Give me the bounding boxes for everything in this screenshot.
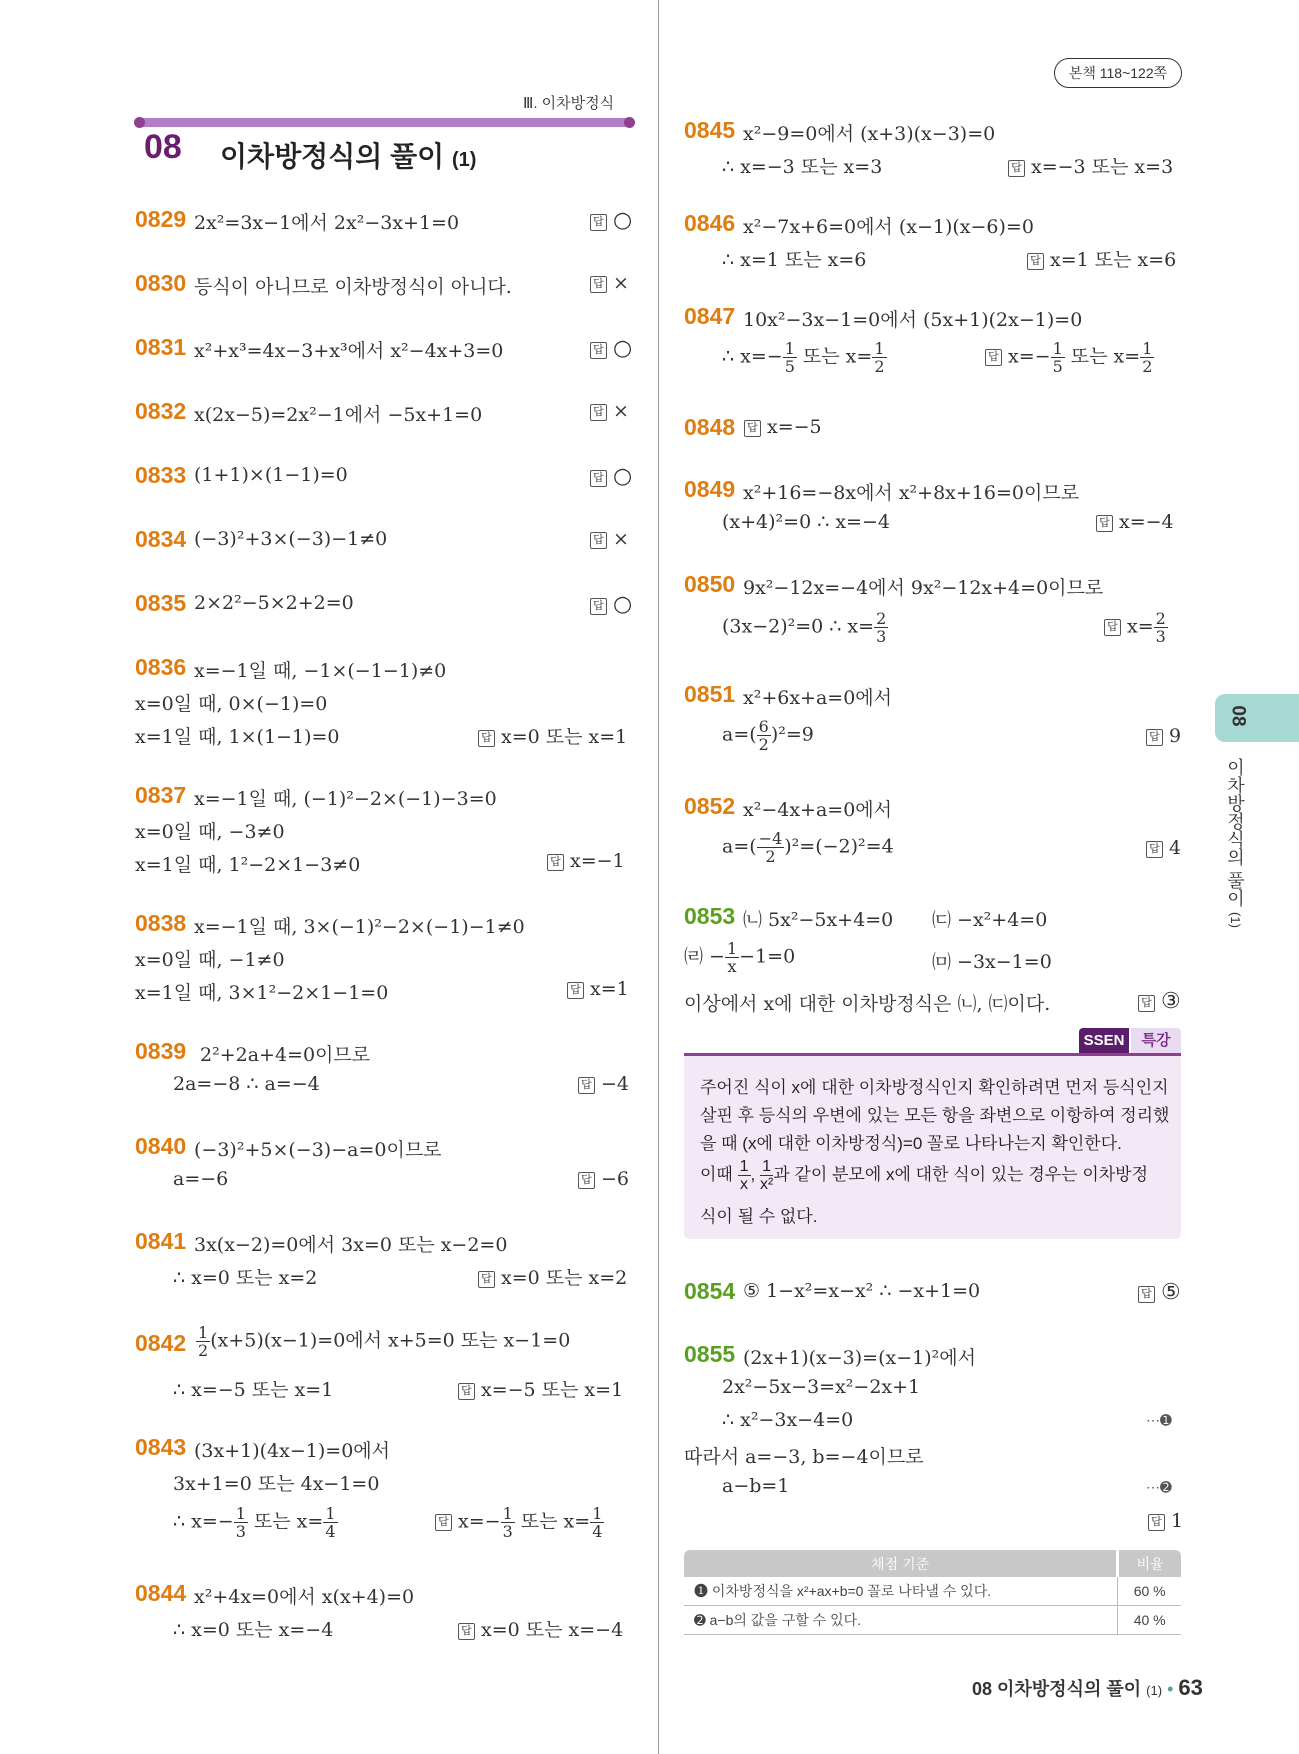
solution-line: ∴ x=0 또는 x=2 xyxy=(173,1267,318,1289)
solution-line: (1+1)×(1−1)=0 xyxy=(194,464,348,486)
answer: 답 x= $\frac{2}{3}$ xyxy=(1104,610,1168,645)
problem-number: 0832 xyxy=(135,398,187,424)
fraction: $\frac{1}{5}$ xyxy=(784,339,795,376)
solution-line: 3x(x−2)=0에서 3x=0 또는 x−2=0 xyxy=(194,1234,508,1256)
solution-line: 2²+2a+4=0이므로 xyxy=(200,1044,371,1066)
answer: 답 ○ xyxy=(590,336,632,361)
problem-number: 0841 xyxy=(135,1228,187,1254)
table-cell: 60 % xyxy=(1118,1577,1181,1606)
solution-line: 등식이 아니므로 이차방정식이 아니다. xyxy=(194,276,512,298)
solution-line: x=0일 때, −1≠0 xyxy=(135,949,285,971)
chapter-bar xyxy=(138,118,631,127)
solution-line: ∴ x=0 또는 x=−4 xyxy=(173,1619,334,1641)
answer: 답 ⑤ xyxy=(1138,1280,1181,1305)
grading-table xyxy=(684,1550,1181,1635)
side-tab-title: 이차방정식의 풀이 (1) xyxy=(1225,758,1245,928)
answer: 답 x=−3 또는 x=3 xyxy=(1008,152,1173,179)
tip-line: 이때 $\frac{1}{x}$ , $\frac{1}{\text{x²}}$ 과 같이 분모에 x에 대한 식이 있는 경우는 이차방정 xyxy=(700,1158,1149,1193)
solution-line: x²−7x+6=0에서 (x−1)(x−6)=0 xyxy=(743,216,1034,238)
side-tab-number: 08 xyxy=(1227,705,1249,727)
problem-number: 0853 xyxy=(684,903,736,929)
problem-number: 0838 xyxy=(135,910,187,936)
solution-line: ∴ x=1 또는 x=6 xyxy=(722,249,867,271)
footer-chapter: 08 이차방정식의 풀이 xyxy=(972,1679,1142,1699)
solution-line: ∴ x²−3x−4=0 xyxy=(722,1409,854,1431)
solution-line: $\frac{1}{2}$ (x+5)(x−1)=0에서 x+5=0 또는 x−1=0 xyxy=(198,1323,571,1360)
problem-number: 0847 xyxy=(684,303,736,329)
problem-number: 0843 xyxy=(135,1434,187,1460)
problem-number: 0835 xyxy=(135,590,187,616)
unit-label: Ⅲ. 이차방정식 xyxy=(523,95,615,112)
problem-number: 0846 xyxy=(684,210,736,236)
answer: 답 1 xyxy=(1148,1510,1183,1532)
answer: 답 x=− $\frac{1}{5}$ 또는 x= $\frac{1}{2}$ xyxy=(985,340,1154,375)
table-row xyxy=(684,1606,1181,1635)
fraction: $\frac{2}{3}$ xyxy=(876,609,887,646)
problem-number: 0833 xyxy=(135,462,187,488)
answer-mark-icon: 답 xyxy=(590,470,607,487)
solution-line: ∴ x=− $\frac{1}{5}$ 또는 x= $\frac{1}{2}$ xyxy=(722,339,885,376)
answer: 답 x=−5 xyxy=(744,416,822,438)
solution-line: x²+6x+a=0에서 xyxy=(743,687,893,709)
tip-badge-brand: SSEN xyxy=(1079,1028,1129,1053)
problem-number: 0851 xyxy=(684,681,736,707)
solution-line: x=−1일 때, (−1)²−2×(−1)−3=0 xyxy=(194,788,497,810)
answer-mark-icon: 답 xyxy=(590,404,607,421)
answer-mark-icon: 답 xyxy=(435,1514,452,1531)
answer: 답 ○ xyxy=(590,208,632,233)
step-marker: ⋯➊ xyxy=(1146,1412,1172,1428)
problem-number: 0852 xyxy=(684,793,736,819)
answer-mark-icon: 답 xyxy=(1096,515,1113,532)
problem-number: 0849 xyxy=(684,476,736,502)
table-cell: 40 % xyxy=(1118,1606,1181,1635)
answer-mark-icon: 답 xyxy=(1146,841,1163,858)
answer-mark-icon: 답 xyxy=(590,276,607,293)
solution-line: ㈂ −x²+4=0 xyxy=(932,909,1048,931)
problem-number: 0854 xyxy=(684,1278,736,1304)
solution-line: (x+4)²=0 ∴ x=−4 xyxy=(722,511,890,533)
solution-line: (2x+1)(x−3)=(x−1)²에서 xyxy=(743,1347,976,1369)
solution-line: x=1일 때, 1×(1−1)=0 xyxy=(135,726,340,748)
answer-mark-icon: 답 xyxy=(744,420,761,437)
bar-dot-right xyxy=(624,117,635,128)
answer: 답 x=−4 xyxy=(1096,511,1174,533)
answer-mark-icon: 답 xyxy=(578,1077,595,1094)
tip-badge-label: 특강 xyxy=(1131,1028,1181,1053)
solution-line: (3x−2)²=0 ∴ x= $\frac{2}{3}$ xyxy=(722,609,887,646)
solution-line: x²−4x+a=0에서 xyxy=(743,799,893,821)
solution-line: x(2x−5)=2x²−1에서 −5x+1=0 xyxy=(194,404,483,426)
answer-mark-icon: 답 xyxy=(1027,253,1044,270)
answer-mark-icon: 답 xyxy=(578,1172,595,1189)
answer: 답 × xyxy=(590,400,629,422)
chapter-number: 08 xyxy=(144,128,182,166)
fraction: $\frac{1}{x}$ xyxy=(726,939,738,976)
answer: 답 x=0 또는 x=2 xyxy=(478,1263,627,1290)
fraction: $\frac{-4}{2}$ xyxy=(758,829,783,866)
solution-line: 2x²−5x−3=x²−2x+1 xyxy=(722,1376,921,1398)
answer: 답 × xyxy=(590,272,629,294)
table-header: 채점 기준 xyxy=(684,1550,1118,1577)
bar-dot-left xyxy=(134,117,145,128)
fraction: $\frac{1}{2}$ xyxy=(198,1323,209,1360)
fraction: $\frac{1}{4}$ xyxy=(592,1504,603,1541)
answer-mark-icon: 답 xyxy=(458,1383,475,1400)
solution-line: x=−1일 때, 3×(−1)²−2×(−1)−1≠0 xyxy=(194,916,525,938)
solution-line: x=−1일 때, −1×(−1−1)≠0 xyxy=(194,660,447,682)
solution-line: x²−9=0에서 (x+3)(x−3)=0 xyxy=(743,123,996,145)
solution-line: 이상에서 x에 대한 이차방정식은 ㈁, ㈂이다. xyxy=(684,993,1051,1015)
fraction: $\frac{1}{4}$ xyxy=(325,1504,336,1541)
chapter-title: 이차방정식의 풀이 (1) xyxy=(220,141,477,172)
solution-line: ∴ x=− $\frac{1}{3}$ 또는 x= $\frac{1}{4}$ xyxy=(173,1504,336,1541)
fraction: $\frac{1}{2}$ xyxy=(1142,339,1153,376)
solution-line: x=0일 때, 0×(−1)=0 xyxy=(135,693,328,715)
solution-line: a−b=1 xyxy=(722,1475,790,1497)
problem-number: 0844 xyxy=(135,1580,187,1606)
answer-mark-icon: 답 xyxy=(590,598,607,615)
answer-mark-icon: 답 xyxy=(478,1271,495,1288)
solution-line: ㈄ −3x−1=0 xyxy=(932,951,1052,973)
fraction: $\frac{1}{x}$ xyxy=(739,1158,749,1193)
answer: 답 x=1 xyxy=(567,978,629,1000)
fraction: $\frac{1}{2}$ xyxy=(874,339,885,376)
tip-box-border xyxy=(684,1053,1181,1056)
solution-line: ∴ x=−5 또는 x=1 xyxy=(173,1379,334,1401)
solution-line: a=−6 xyxy=(173,1168,229,1190)
fraction: $\frac{1}{\text{x²}}$ xyxy=(759,1158,774,1193)
answer-mark-icon: 답 xyxy=(1146,729,1163,746)
table-header-row xyxy=(684,1550,1181,1577)
column-divider xyxy=(658,0,659,1754)
answer: 답 x=1 또는 x=6 xyxy=(1027,245,1176,272)
page-number: 63 xyxy=(1178,1675,1203,1700)
problem-number: 0834 xyxy=(135,526,187,552)
answer: 답 ○ xyxy=(590,464,632,489)
fraction: $\frac{6}{2}$ xyxy=(758,717,769,754)
fraction: $\frac{1}{3}$ xyxy=(235,1504,246,1541)
book-reference: 본책 118~122쪽 xyxy=(1054,58,1182,88)
answer: 답 x=− $\frac{1}{3}$ 또는 x= $\frac{1}{4}$ xyxy=(435,1505,604,1540)
solution-line: (−3)²+3×(−3)−1≠0 xyxy=(194,528,388,550)
problem-number: 0831 xyxy=(135,334,187,360)
problem-number: 0850 xyxy=(684,571,736,597)
solution-line: (3x+1)(4x−1)=0에서 xyxy=(194,1440,390,1462)
solution-line: ∴ x=−3 또는 x=3 xyxy=(722,156,883,178)
answer: 답 9 xyxy=(1146,725,1181,747)
table-header: 비율 xyxy=(1118,1550,1181,1577)
answer: 답 × xyxy=(590,528,629,550)
problem-number: 0830 xyxy=(135,270,187,296)
answer-mark-icon: 답 xyxy=(547,854,564,871)
answer: 답 −4 xyxy=(578,1073,629,1095)
table-row xyxy=(684,1577,1181,1606)
answer-mark-icon: 답 xyxy=(1138,995,1155,1012)
problem-number: 0855 xyxy=(684,1341,736,1367)
solution-line: x=1일 때, 3×1²−2×1−1=0 xyxy=(135,982,389,1004)
solution-line: 10x²−3x−1=0에서 (5x+1)(2x−1)=0 xyxy=(743,309,1083,331)
solution-line: (−3)²+5×(−3)−a=0이므로 xyxy=(194,1139,442,1161)
solution-line: x²+16=−8x에서 x²+8x+16=0이므로 xyxy=(743,482,1080,504)
tip-line: 살핀 후 등식의 우변에 있는 모든 항을 좌변으로 이항하여 정리했 xyxy=(700,1106,1170,1125)
problem-number: 0842 xyxy=(135,1330,187,1356)
answer-mark-icon: 답 xyxy=(590,342,607,359)
solution-line: x²+x³=4x−3+x³에서 x²−4x+3=0 xyxy=(194,340,504,362)
answer-mark-icon: 답 xyxy=(1138,1286,1155,1303)
solution-line: x=1일 때, 1²−2×1−3≠0 xyxy=(135,854,361,876)
answer: 답 x=0 또는 x=−4 xyxy=(458,1615,623,1642)
answer-mark-icon: 답 xyxy=(478,730,495,747)
answer: 답 x=−5 또는 x=1 xyxy=(458,1375,623,1402)
problem-number: 0845 xyxy=(684,117,736,143)
tip-line: 식이 될 수 없다. xyxy=(700,1207,818,1226)
answer-mark-icon: 답 xyxy=(458,1623,475,1640)
solution-line: 2a=−8 ∴ a=−4 xyxy=(173,1073,320,1095)
solution-line: ㈁ 5x²−5x+4=0 xyxy=(743,909,894,931)
problem-number: 0837 xyxy=(135,782,187,808)
solution-line: a=( $\frac{-4}{2}$ )²=(−2)²=4 xyxy=(722,829,894,866)
answer-mark-icon: 답 xyxy=(1104,619,1121,636)
answer-mark-icon: 답 xyxy=(985,349,1002,366)
problem-number: 0839 xyxy=(135,1038,187,1064)
solution-line: 9x²−12x=−4에서 9x²−12x+4=0이므로 xyxy=(743,577,1104,599)
answer-mark-icon: 답 xyxy=(1008,160,1025,177)
answer-mark-icon: 답 xyxy=(1148,1514,1165,1531)
solution-line: 따라서 a=−3, b=−4이므로 xyxy=(684,1446,924,1468)
answer: 답 ③ xyxy=(1138,989,1181,1014)
solution-line: x²+4x=0에서 x(x+4)=0 xyxy=(194,1586,415,1608)
answer-mark-icon: 답 xyxy=(590,214,607,231)
tip-line: 을 때 (x에 대한 이차방정식)=0 꼴로 나타나는지 확인한다. xyxy=(700,1134,1122,1153)
problem-number: 0848 xyxy=(684,414,736,440)
answer: 답 4 xyxy=(1146,837,1181,859)
answer-mark-icon: 답 xyxy=(567,982,584,999)
fraction: $\frac{1}{3}$ xyxy=(502,1504,513,1541)
problem-number: 0840 xyxy=(135,1133,187,1159)
tip-line: 주어진 식이 x에 대한 이차방정식인지 확인하려면 먼저 등식인지 xyxy=(700,1078,1169,1097)
page-footer: 08 이차방정식의 풀이 (1) • 63 xyxy=(972,1675,1203,1700)
fraction: $\frac{2}{3}$ xyxy=(1155,609,1166,646)
solution-line: ㈃ − $\frac{1}{x}$ −1=0 xyxy=(684,939,796,976)
solution-line: 3x+1=0 또는 4x−1=0 xyxy=(173,1473,380,1495)
table-cell: ➋ a−b의 값을 구할 수 있다. xyxy=(684,1606,1118,1635)
table-cell: ➊ 이차방정식을 x²+ax+b=0 꼴로 나타낼 수 있다. xyxy=(684,1577,1118,1606)
problem-number: 0829 xyxy=(135,206,187,232)
fraction: $\frac{1}{5}$ xyxy=(1052,339,1063,376)
solution-line: 2x²=3x−1에서 2x²−3x+1=0 xyxy=(194,212,460,234)
answer-mark-icon: 답 xyxy=(590,532,607,549)
solution-line: ⑤ 1−x²=x−x² ∴ −x+1=0 xyxy=(743,1280,981,1302)
solution-line: a=( $\frac{6}{2}$ )²=9 xyxy=(722,717,814,754)
step-marker: ⋯➋ xyxy=(1146,1479,1172,1495)
answer: 답 x=0 또는 x=1 xyxy=(478,722,627,749)
answer: 답 −6 xyxy=(578,1168,629,1190)
solution-line: x=0일 때, −3≠0 xyxy=(135,821,285,843)
solution-line: 2×2²−5×2+2=0 xyxy=(194,592,354,614)
problem-number: 0836 xyxy=(135,654,187,680)
answer: 답 x=−1 xyxy=(547,850,625,872)
answer: 답 ○ xyxy=(590,592,632,617)
